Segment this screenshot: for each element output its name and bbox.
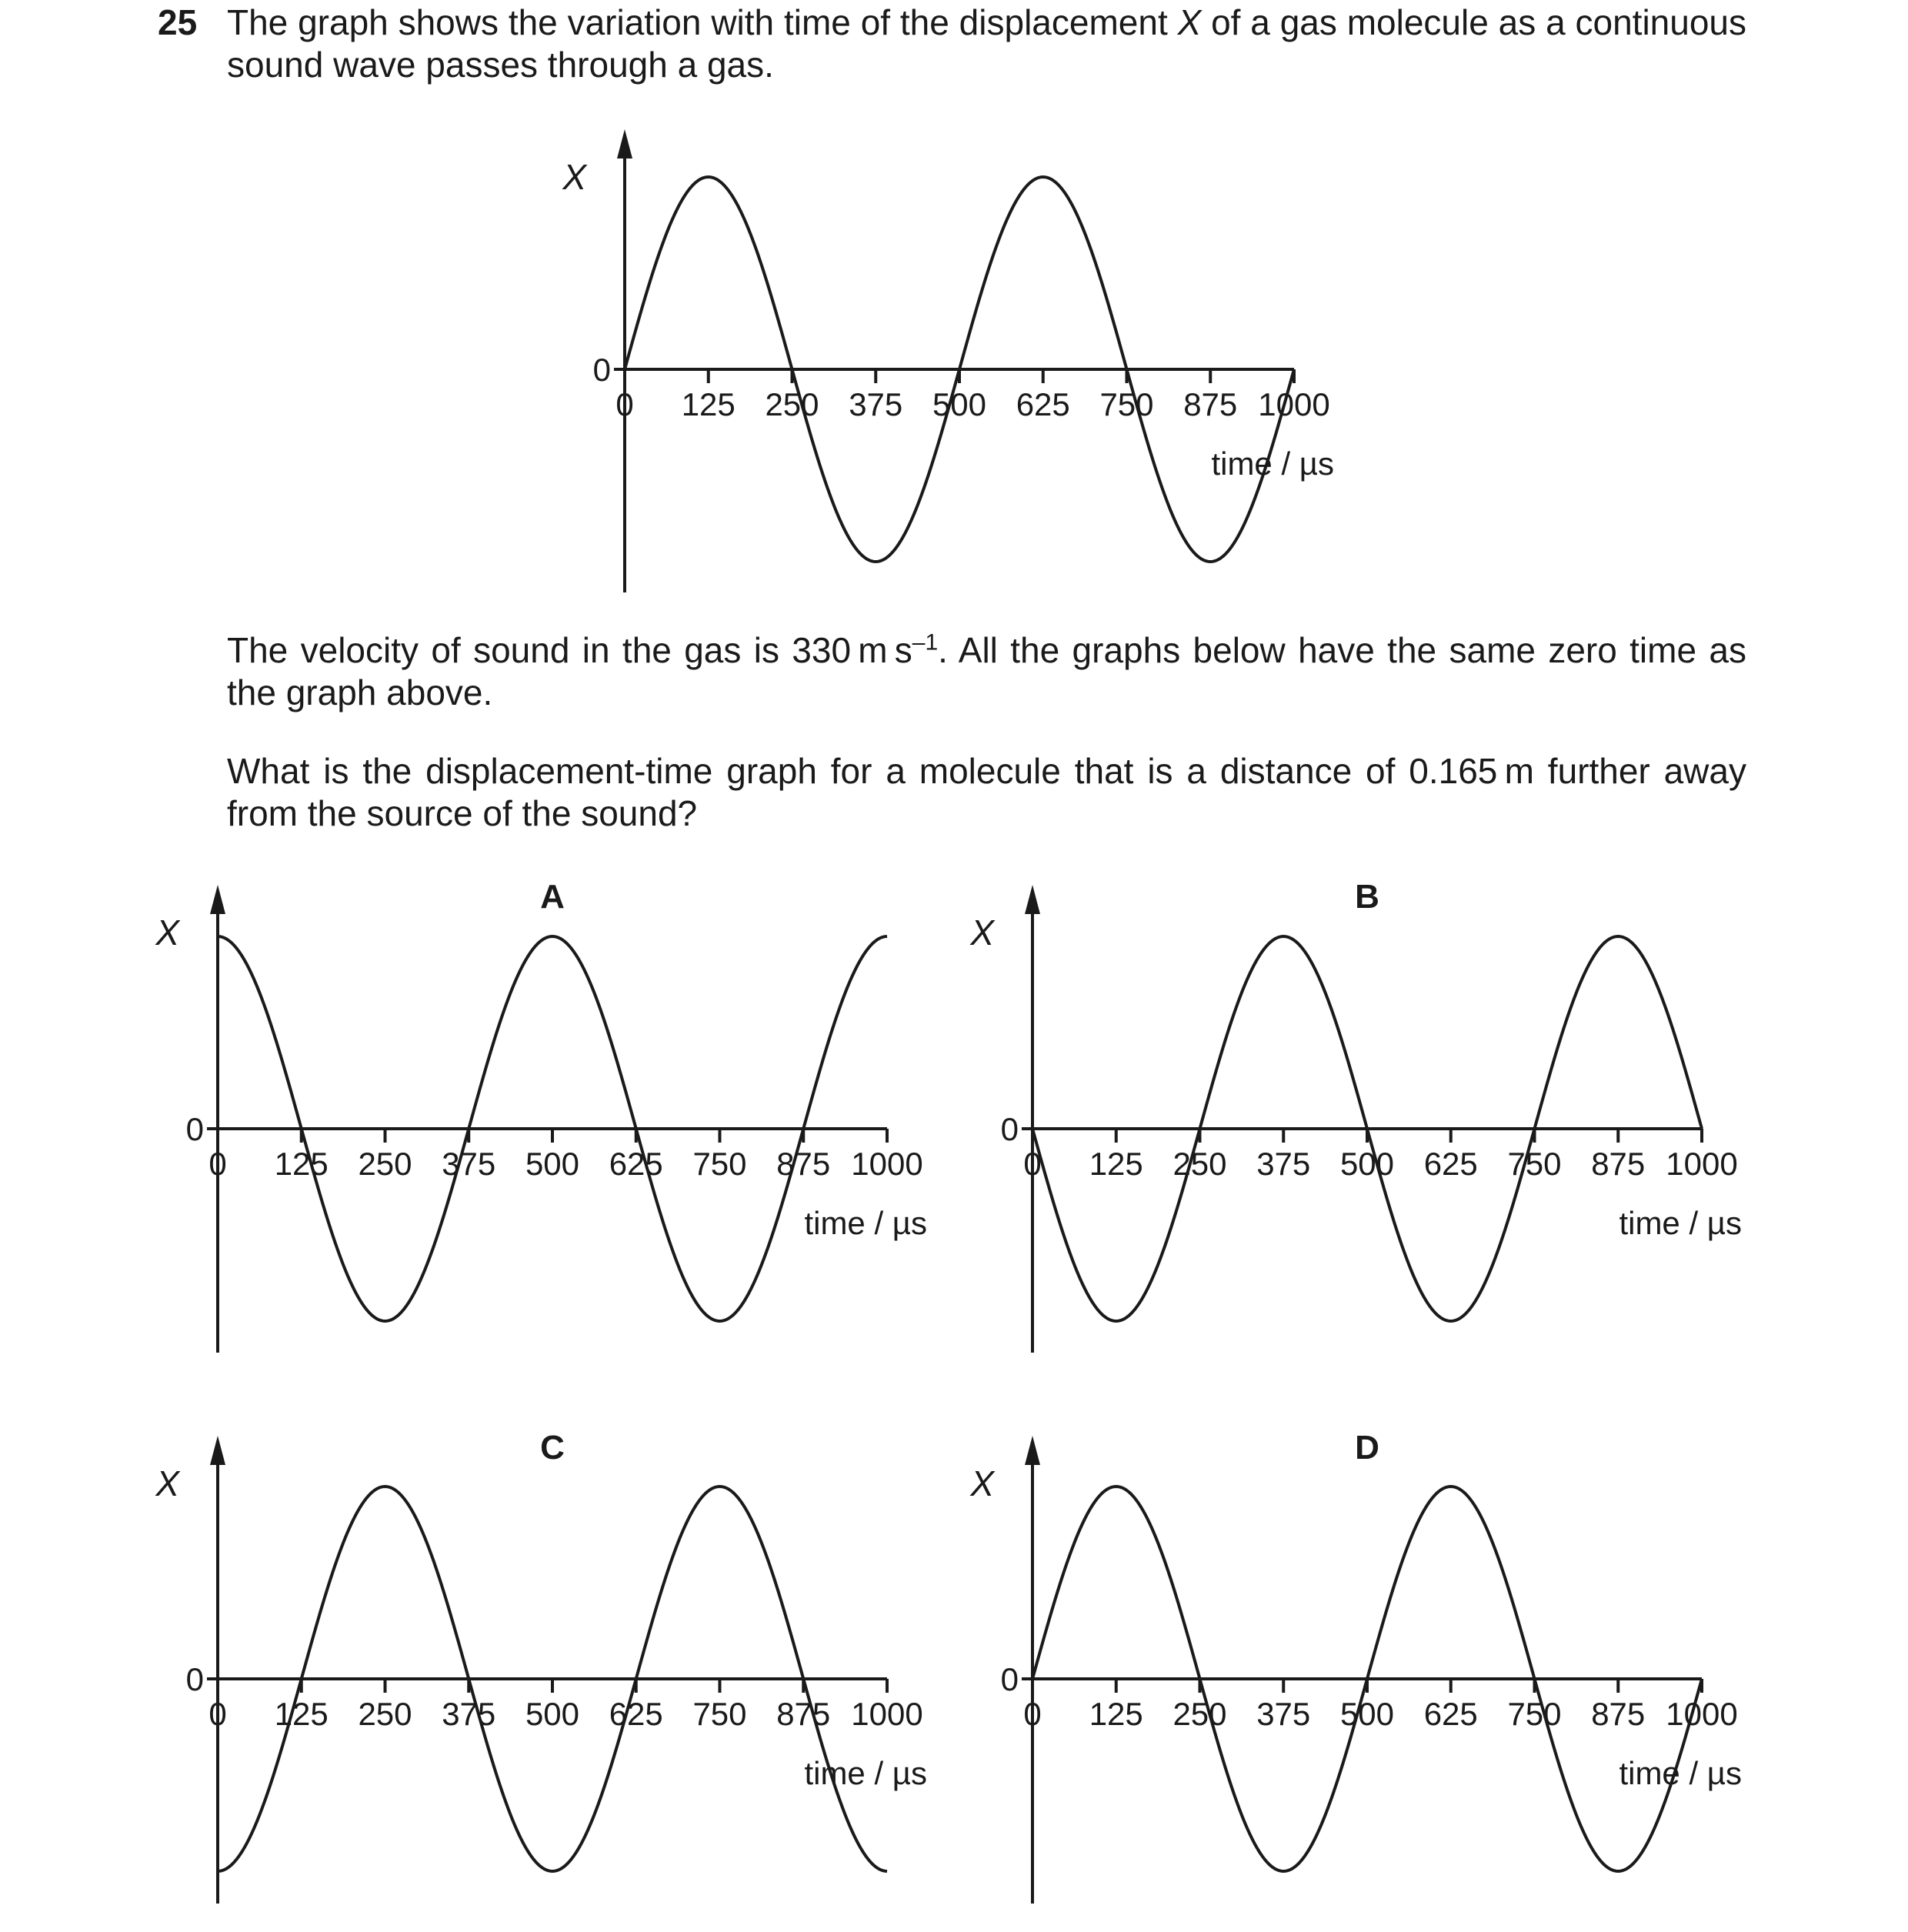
x-tick-label: 625 [609,1696,663,1732]
x-tick-label: 250 [358,1146,412,1182]
x-tick-label: 125 [274,1146,329,1182]
x-tick-label: 625 [609,1146,663,1182]
x-tick-label: 375 [1256,1696,1311,1732]
x-axis-label: time / µs [1619,1755,1742,1791]
x-tick-label: 500 [525,1146,580,1182]
x-tick-label: 875 [1591,1146,1646,1182]
x-tick-label: 125 [274,1696,329,1732]
x-tick-label: 0 [208,1146,227,1182]
x-tick-label: 875 [776,1696,831,1732]
x-tick-label: 250 [358,1696,412,1732]
stem-symbol-x: X [1177,2,1202,42]
chart-b [969,878,1742,1353]
y-tick-label: 0 [1000,1661,1019,1697]
x-tick-label: 250 [765,386,819,422]
x-tick-label: 250 [1172,1146,1227,1182]
x-tick-label: 1000 [1666,1146,1738,1182]
chart-title: B [1355,878,1379,916]
x-tick-label: 0 [1023,1696,1042,1732]
x-tick-label: 875 [1183,386,1238,422]
x-tick-label: 750 [1099,386,1154,422]
x-tick-label: 0 [208,1696,227,1732]
x-tick-label: 625 [1423,1146,1478,1182]
x-tick-label: 1000 [1666,1696,1738,1732]
x-tick-label: 625 [1016,386,1070,422]
x-tick-label: 125 [681,386,736,422]
y-axis-label: X [970,1463,994,1503]
y-tick-label: 0 [185,1661,204,1697]
y-axis-arrow-icon [210,885,225,914]
y-tick-label: 0 [592,352,611,388]
chart-a [155,878,927,1353]
x-tick-label: 625 [1423,1696,1478,1732]
x-tick-label: 500 [525,1696,580,1732]
x-axis-label: time / µs [1211,445,1334,482]
x-tick-label: 500 [932,386,987,422]
y-tick-label: 0 [1000,1111,1019,1147]
y-axis-label: X [562,157,586,197]
x-tick-label: 125 [1089,1146,1143,1182]
y-axis-arrow-icon [1025,1436,1040,1465]
stem-text-after: of a gas molecule as a continuous sound wave passes through a gas. [227,2,1746,85]
chart-title: A [540,878,565,916]
y-axis-label: X [155,1463,179,1503]
y-axis-arrow-icon [210,1436,225,1465]
x-tick-label: 750 [692,1146,747,1182]
question-prompt: What is the displacement-time graph for a molecule that is a distance of 0.165 m further away from the source of the sound? [227,751,1746,833]
y-axis-label: X [970,913,994,953]
x-axis-label: time / µs [804,1205,927,1241]
chart-d [969,1429,1742,1904]
x-tick-label: 875 [776,1146,831,1182]
chart-title: D [1355,1429,1379,1467]
x-tick-label: 500 [1339,1696,1395,1732]
y-axis-arrow-icon [1025,885,1040,914]
x-tick-label: 0 [615,386,634,422]
info-unit-exponent: –1 [912,629,939,656]
x-tick-label: 375 [442,1146,496,1182]
y-axis-label: X [155,913,179,953]
x-tick-label: 750 [1507,1696,1562,1732]
x-axis-label: time / µs [804,1755,927,1791]
info-text-before: The velocity of sound in the gas is 330 m s [227,630,912,670]
x-tick-label: 1000 [1258,386,1330,422]
x-tick-label: 750 [692,1696,747,1732]
x-tick-label: 750 [1507,1146,1562,1182]
x-tick-label: 375 [1256,1146,1311,1182]
stem-text-before: The graph shows the variation with time of the displacement [227,2,1178,42]
y-axis-arrow-icon [617,129,632,158]
info-text-after: . All the graphs below have the same zero time as the graph above. [227,630,1746,712]
x-axis-label: time / µs [1619,1205,1742,1241]
x-tick-label: 0 [1023,1146,1042,1182]
y-tick-label: 0 [185,1111,204,1147]
x-tick-label: 375 [442,1696,496,1732]
x-tick-label: 1000 [851,1146,923,1182]
x-tick-label: 250 [1172,1696,1227,1732]
chart-main [562,129,1334,592]
x-tick-label: 125 [1089,1696,1143,1732]
chart-c [155,1429,927,1904]
question-number: 25 [158,2,198,42]
x-tick-label: 375 [849,386,903,422]
chart-title: C [540,1429,565,1467]
x-tick-label: 875 [1591,1696,1646,1732]
x-tick-label: 1000 [851,1696,923,1732]
x-tick-label: 500 [1339,1146,1395,1182]
